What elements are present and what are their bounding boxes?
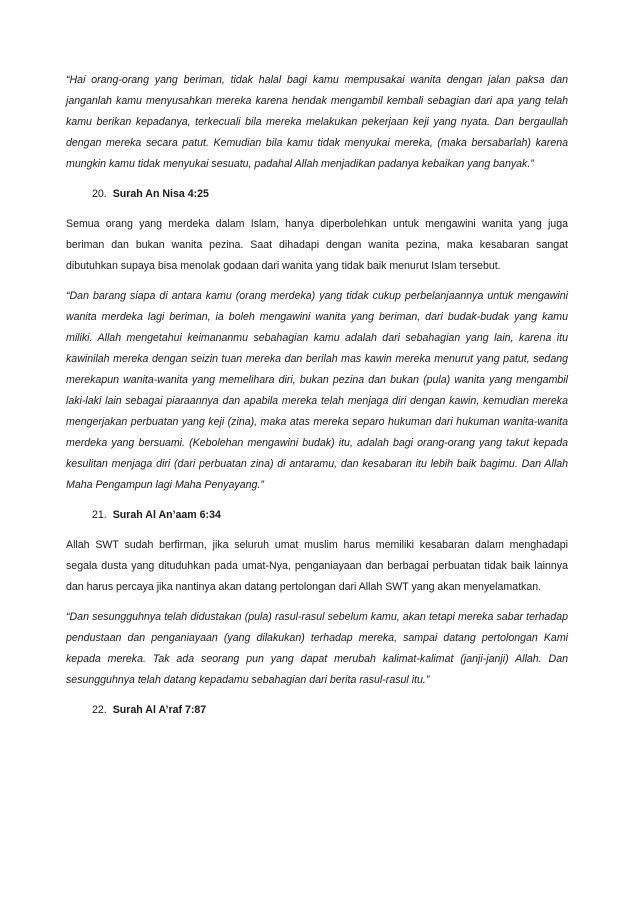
body-paragraph-al-anaam: Allah SWT sudah berfirman, jika seluruh umat muslim harus memiliki kesabaran dalam menghadapi segala dusta yang dituduhkan pada umat-Nya, penganiayaan dan berbagai perbuatan tidak baik lainnya dan harus percaya jika nantinya akan datang pertolongan dari Allah SWT yang akan menyelamatkan. (66, 539, 568, 593)
heading-an-nisa-4-25 (66, 184, 568, 205)
quote-an-nisa-4-25: “Dan barang siapa di antara kamu (orang merdeka) yang tidak cukup perbelanjaannya untuk mengawini wanita merdeka lagi beriman, ia boleh mengawini wanita yang beriman, dari budak-budak yang kamu miliki. Allah mengetahui keimananmu sebahagian kamu adalah dari sebahagian yang lain, karena itu kawinilah mereka dengan seizin tuan mereka dan berilah mas kawin mereka menurut yang patut, sedang merekapun wanita-wanita yang memelihara diri, bukan pezina dan bukan (pula) wanita yang mengambil laki-laki lain sebagai piaraannya dan apabila mereka telah menjaga diri dengan kawin, kemudian mereka mengerjakan perbuatan yang keji (zina), maka atas mereka separo hukuman dari hukuman wanita-wanita merdeka yang bersuami. (Kebolehan mengawini budak) itu, adalah bagi orang-orang yang takut kepada kesulitan menjaga diri (dari perbuatan zina) di antaramu, dan kesabaran itu lebih baik bagimu. Dan Allah Maha Pengampun lagi Maha Penyayang.” (66, 290, 568, 491)
quote-an-nisa-4-19: “Hai orang-orang yang beriman, tidak halal bagi kamu mempusakai wanita dengan jalan paksa dan janganlah kamu menyusahkan mereka karena hendak mengambil kembali sebagian dari apa yang telah kamu berikan kepadanya, terkecuali bila mereka melakukan pekerjaan keji yang nyata. Dan bergaullah dengan mereka secara patut. Kemudian bila kamu tidak menyukai mereka, (maka bersabarlah) karena mungkin kamu tidak menyukai sesuatu, padahal Allah menjadikan padanya kebaikan yang banyak.” (66, 74, 568, 170)
heading-title: Surah An Nisa 4:25 (112, 188, 209, 200)
heading-al-anaam-6-34 (66, 505, 568, 526)
heading-title: Surah Al An’aam 6:34 (112, 509, 221, 521)
heading-number: 21. (92, 509, 107, 521)
heading-number: 22. (92, 704, 107, 716)
quote-al-anaam-6-34: “Dan sesungguhnya telah didustakan (pula) rasul-rasul sebelum kamu, akan tetapi mereka sabar terhadap pendustaan dan penganiayaan (yang dilakukan) terhadap mereka, sampai datang pertolongan Kami kepada mereka. Tak ada seorang pun yang dapat merubah kalimat-kalimat (janji-janji) Allah. Dan sesungguhnya telah datang kepadamu sebahagian dari berita rasul-rasul itu.” (66, 611, 568, 686)
heading-al-araf-7-87 (66, 700, 568, 721)
heading-title: Surah Al A’raf 7:87 (112, 704, 207, 716)
body-paragraph-an-nisa: Semua orang yang merdeka dalam Islam, hanya diperbolehkan untuk mengawini wanita yang juga beriman dan bukan wanita pezina. Saat dihadapi dengan wanita pezina, maka kesabaran sangat dibutuhkan supaya bisa menolak godaan dari wanita yang tidak baik menurut Islam tersebut. (66, 218, 568, 272)
heading-number: 20. (92, 188, 107, 200)
